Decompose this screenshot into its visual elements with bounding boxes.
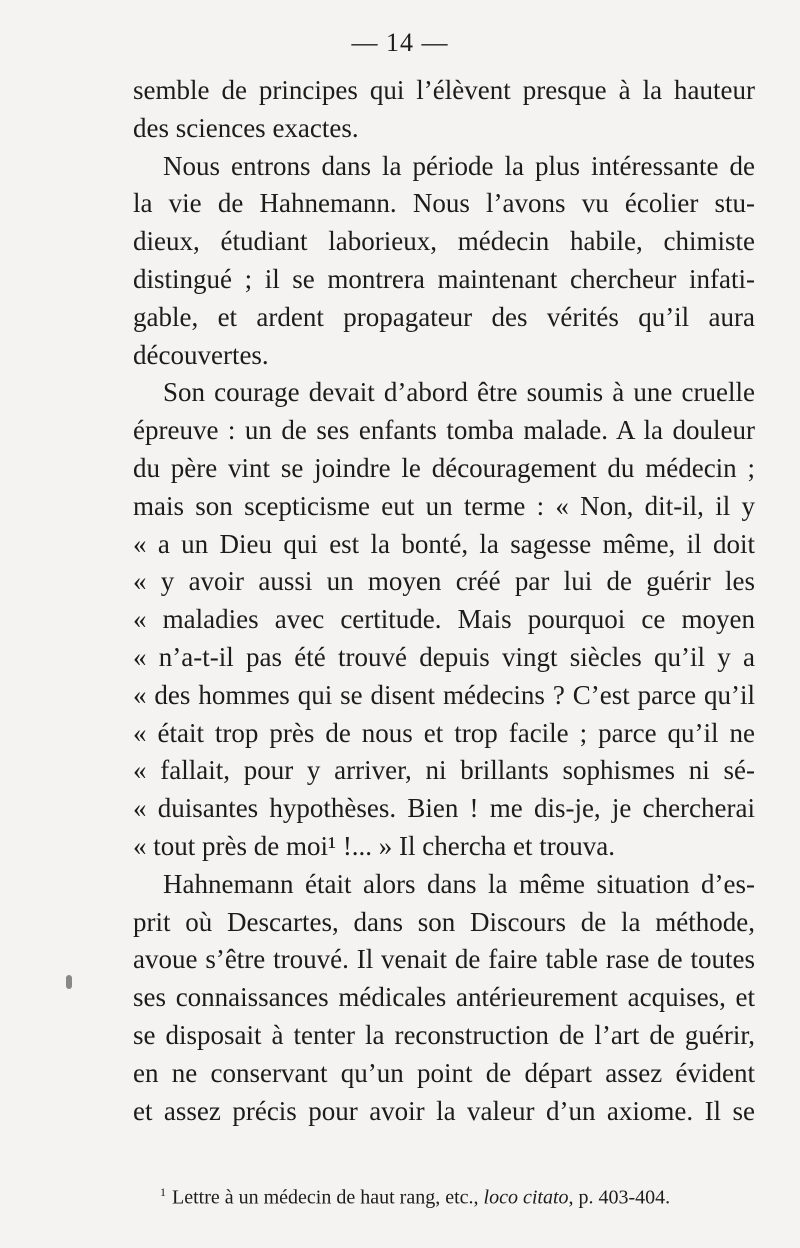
text-line: « y avoir aussi un moyen créé par lui de guérir les [133,566,755,597]
text-line: et assez précis pour avoir la valeur d’un axiome. Il se [133,1095,755,1126]
text-line: épreuve : un de ses enfants tomba malade. A la douleur [133,415,755,446]
text-line: « n’a-t-il pas été trouvé depuis vingt siècles qu’il y a [133,641,755,672]
text-line: distingué ; il se montrera maintenant chercheur infati- [133,263,755,294]
text-line: des sciences exactes. [133,112,359,143]
text-line: « fallait, pour y arriver, ni brillants sophismes ni sé- [133,755,755,786]
text-line: découvertes. [133,339,269,370]
text-line: « tout près de moi¹ !... » Il chercha et trouva. [133,830,615,861]
footnote-text-end: , p. 403-404. [568,1186,671,1209]
text-line: dieux, étudiant laborieux, médecin habile, chimiste [133,226,755,257]
text-line: « maladies avec certitude. Mais pourquoi ce moyen [133,604,755,635]
page-number: — 14 — [351,28,449,57]
text-line: la vie de Hahnemann. Nous l’avons vu écolier stu- [133,188,755,219]
text-line: « a un Dieu qui est la bonté, la sagesse même, il doit [133,528,755,559]
text-line: gable, et ardent propagateur des vérités qu’il aura [133,301,755,332]
text-line: en ne conservant qu’un point de départ assez évident [133,1057,755,1088]
text-line: prit où Descartes, dans son Discours de la méthode, [133,906,755,937]
text-line: semble de principes qui l’élèvent presque à la hauteur [133,75,755,105]
ink-speck [66,975,72,989]
text-line: du père vint se joindre le découragement du médecin ; [133,452,755,483]
footnote [160,1185,760,1210]
text-line: Hahnemann était alors dans la même situation d’es- [163,868,755,899]
footnote-text: Lettre à un médecin de haut rang, etc., [172,1186,484,1209]
text-line: mais son scepticisme eut un terme : « Non, dit-il, il y [133,490,755,521]
text-line: « était trop près de nous et trop facile ; parce qu’il ne [133,717,755,748]
text-line: « duisantes hypothèses. Bien ! me dis-je, je chercherai [133,793,755,824]
text-line: Son courage devait d’abord être soumis à une cruelle [163,377,755,408]
text-line: « des hommes qui se disent médecins ? C’est parce qu’il [133,679,755,710]
text-line: se disposait à tenter la reconstruction de l’art de guérir, [133,1019,755,1050]
footnote-marker: 1 [160,1185,166,1199]
body-text [133,72,755,1130]
text-line: ses connaissances médicales antérieurement acquises, et [133,982,755,1013]
text-line: Nous entrons dans la période la plus intéressante de [163,150,755,181]
text-line: avoue s’être trouvé. Il venait de faire table rase de toutes [133,944,755,975]
footnote-italic-text: loco citato [483,1186,569,1209]
